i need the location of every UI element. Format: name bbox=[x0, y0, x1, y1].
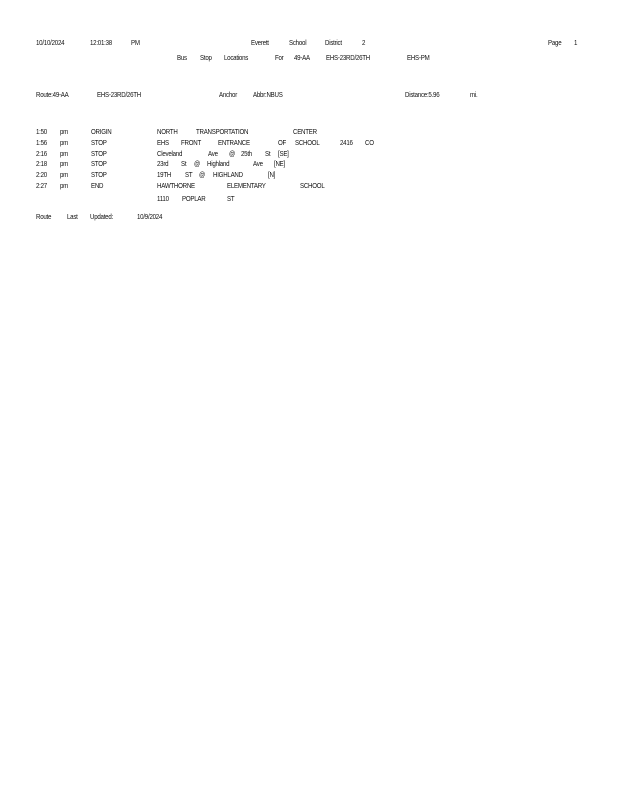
stop-word: [N] bbox=[268, 170, 276, 179]
stop-type: STOP bbox=[91, 149, 107, 158]
subtitle-word: EHS-23RD/26TH bbox=[326, 53, 370, 62]
subtitle-word: 49-AA bbox=[294, 53, 310, 62]
end-address-word: POPLAR bbox=[182, 194, 206, 203]
stop-type: STOP bbox=[91, 138, 107, 147]
stop-ampm: pm bbox=[60, 159, 69, 168]
footer-word: Route bbox=[36, 212, 52, 221]
subtitle-word: Bus bbox=[177, 53, 187, 62]
stop-word: [NE] bbox=[274, 159, 285, 168]
report-time: 12:01:38 bbox=[90, 38, 112, 47]
stop-word: 2416 bbox=[340, 138, 353, 147]
stop-word: FRONT bbox=[181, 138, 201, 147]
stop-word: St bbox=[265, 149, 271, 158]
report-date: 10/10/2024 bbox=[36, 38, 65, 47]
stop-word: Cleveland bbox=[157, 149, 183, 158]
stop-ampm: pm bbox=[60, 149, 69, 158]
district-word: School bbox=[289, 38, 307, 47]
stop-word: Ave bbox=[253, 159, 263, 168]
stop-word: TRANSPORTATION bbox=[196, 127, 249, 136]
stop-word: St bbox=[181, 159, 187, 168]
stop-time: 2:27 bbox=[36, 181, 47, 190]
district-word: Everett bbox=[251, 38, 269, 47]
stop-word: 19TH bbox=[157, 170, 172, 179]
stop-time: 1:50 bbox=[36, 127, 47, 136]
stop-word: SCHOOL bbox=[300, 181, 325, 190]
stop-type: STOP bbox=[91, 170, 107, 179]
end-address-word: ST bbox=[227, 194, 235, 203]
last-updated-date: 10/9/2024 bbox=[137, 212, 163, 221]
district-word: 2 bbox=[362, 38, 366, 47]
stop-word: HAWTHORNE bbox=[157, 181, 195, 190]
stop-time: 2:16 bbox=[36, 149, 47, 158]
footer-word: Updated: bbox=[90, 212, 113, 221]
stop-word: CO bbox=[365, 138, 374, 147]
route-label: Route:49-AA bbox=[36, 90, 69, 99]
stop-ampm: pm bbox=[60, 127, 69, 136]
stop-word: ELEMENTARY bbox=[227, 181, 266, 190]
stop-ampm: pm bbox=[60, 181, 69, 190]
stop-type: STOP bbox=[91, 159, 107, 168]
stop-time: 2:20 bbox=[36, 170, 47, 179]
stop-word: HIGHLAND bbox=[213, 170, 243, 179]
stop-word: CENTER bbox=[293, 127, 317, 136]
route-name: EHS-23RD/26TH bbox=[97, 90, 141, 99]
stop-word: OF bbox=[278, 138, 287, 147]
stop-word: NORTH bbox=[157, 127, 178, 136]
stop-word: Highland bbox=[207, 159, 230, 168]
subtitle-word: EHS-PM bbox=[407, 53, 430, 62]
end-address-word: 1110 bbox=[157, 194, 169, 203]
stop-ampm: pm bbox=[60, 138, 69, 147]
stop-word: ST bbox=[185, 170, 193, 179]
anchor-abbr: Abbr:NBUS bbox=[253, 90, 283, 99]
stop-type: ORIGIN bbox=[91, 127, 112, 136]
stop-word: [SE] bbox=[278, 149, 289, 158]
stop-word: @ bbox=[194, 159, 201, 168]
district-word: District bbox=[325, 38, 342, 47]
stop-word: SCHOOL bbox=[295, 138, 320, 147]
stop-word: 23rd bbox=[157, 159, 169, 168]
distance-unit: mi. bbox=[470, 90, 478, 99]
stop-word: Ave bbox=[208, 149, 218, 158]
stop-time: 1:56 bbox=[36, 138, 47, 147]
stop-word: 25th bbox=[241, 149, 252, 158]
stop-word: @ bbox=[229, 149, 236, 158]
stop-word: EHS bbox=[157, 138, 169, 147]
stop-word: @ bbox=[199, 170, 206, 179]
report-ampm: PM bbox=[131, 38, 140, 47]
subtitle-word: Stop bbox=[200, 53, 212, 62]
stop-type: END bbox=[91, 181, 104, 190]
subtitle-word: Locations bbox=[224, 53, 249, 62]
page-label: Page bbox=[548, 38, 562, 47]
footer-word: Last bbox=[67, 212, 78, 221]
subtitle-word: For bbox=[275, 53, 284, 62]
distance: Distance:5.96 bbox=[405, 90, 440, 99]
stop-word: ENTRANCE bbox=[218, 138, 250, 147]
page-number: 1 bbox=[574, 38, 578, 47]
stop-ampm: pm bbox=[60, 170, 69, 179]
anchor-label: Anchor bbox=[219, 90, 238, 99]
stop-time: 2:18 bbox=[36, 159, 47, 168]
